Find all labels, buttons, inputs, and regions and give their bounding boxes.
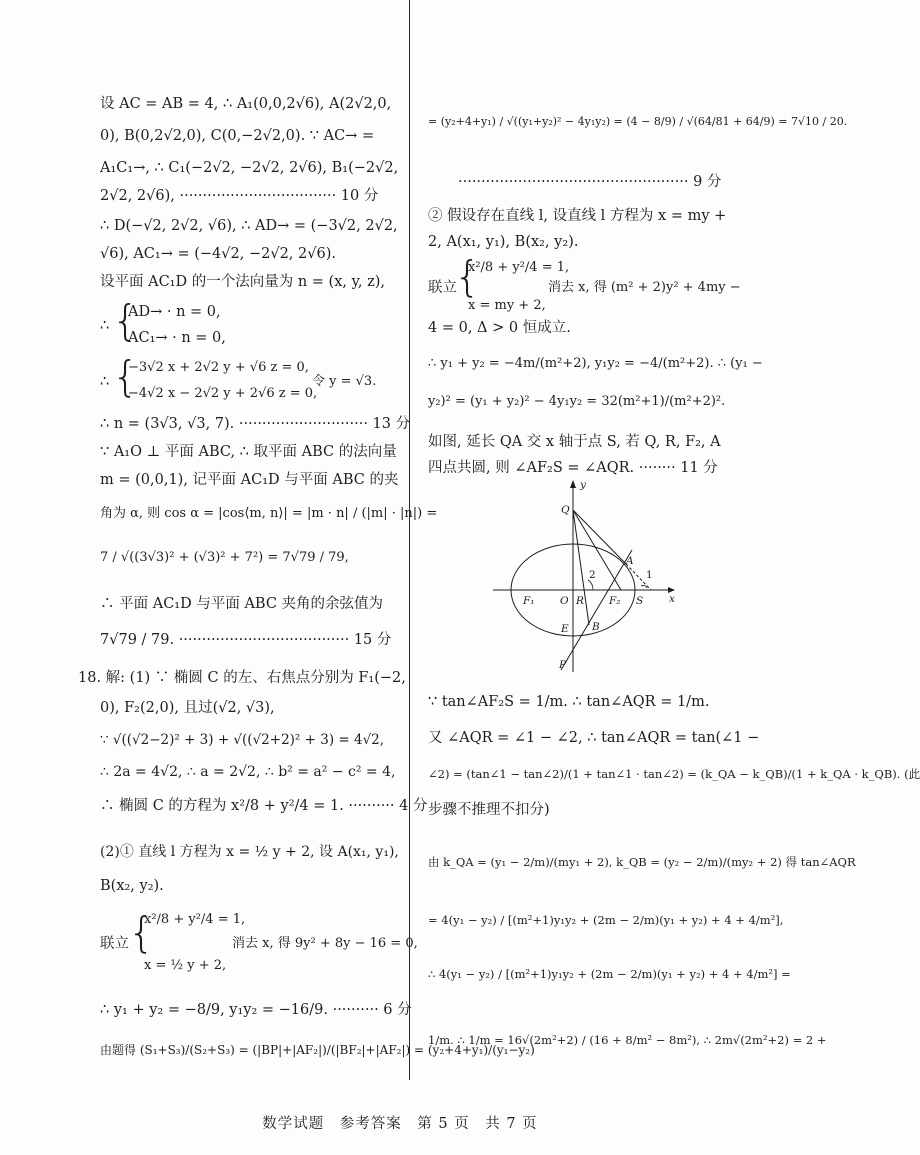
angle-1-arc (641, 585, 647, 588)
equation: AD→ · n = 0, (128, 304, 221, 320)
label-q: Q (561, 504, 570, 516)
line-qa (573, 510, 626, 564)
equation-note: 消去 x, 得 9y² + 8y − 16 = 0, (232, 936, 418, 951)
equation: x²/8 + y²/4 = 1, (468, 260, 570, 275)
text-line: 设平面 AC₁D 的一个法向量为 n = (x, y, z), (100, 274, 385, 290)
text-line: ∴ y₁ + y₂ = −4m/(m²+2), y₁y₂ = −4/(m²+2). ∴ (y₁ − (428, 356, 763, 371)
line-qf2 (573, 510, 621, 590)
equation: −3√2 x + 2√2 y + √6 z = 0, (128, 360, 309, 375)
text-line: 2√2, 2√6), ·································· 10 分 (100, 188, 379, 204)
line-l (561, 550, 632, 670)
text-line: ∠2) = (tan∠1 − tan∠2)/(1 + tan∠1 · tan∠2) = (k_QA − k_QB)/(1 + k_QA · k_QB). (此 (428, 767, 920, 781)
equation: x = ½ y + 2, (144, 958, 227, 973)
text-line: = 4(y₁ − y₂) / [(m²+1)y₁y₂ + (2m − 2/m)(y₁ + y₂) + 4 + 4/m²], (428, 913, 784, 927)
label-p: P (559, 659, 567, 671)
text-line: ∵ tan∠AF₂S = 1/m. ∴ tan∠AQR = 1/m. (428, 694, 710, 710)
text-line: ·················································· 9 分 (458, 174, 722, 190)
text-line: B(x₂, y₂). (100, 878, 164, 894)
text-line: ∴ 椭圆 C 的方程为 x²/8 + y²/4 = 1. ·········· 4 分 (100, 798, 428, 814)
text-line: (2)① 直线 l 方程为 x = ½ y + 2, 设 A(x₁, y₁), (100, 844, 399, 860)
system-equations-4: 联立 { x²/8 + y²/4 = 1, x = my + 2, 消去 x, 得 (m² + 2)y² + 4my − (428, 256, 726, 316)
label-angle-2: 2 (589, 569, 596, 581)
text-line: 四点共圆, 则 ∠AF₂S = ∠AQR. ········ 11 分 (428, 460, 718, 476)
equation: x = my + 2, (468, 298, 546, 313)
y-axis-arrow (570, 480, 576, 488)
label-o: O (560, 595, 569, 607)
text-line: A₁C₁→, ∴ C₁(−2√2, −2√2, 2√6), B₁(−2√2, (100, 160, 399, 176)
text-line: ∴ 4(y₁ − y₂) / [(m²+1)y₁y₂ + (2m − 2/m)(y₁ + y₂) + 4 + 4/m²] = (428, 967, 791, 981)
text-line: ∴ 平面 AC₁D 与平面 ABC 夹角的余弦值为 (100, 596, 384, 612)
text-line: 18. 解: (1) ∵ 椭圆 C 的左、右焦点分别为 F₁(−2, (78, 670, 406, 686)
text-line: y₂)² = (y₁ + y₂)² − 4y₁y₂ = 32(m²+1)/(m²+2)². (428, 394, 726, 409)
equation: AC₁→ · n = 0, (128, 330, 226, 346)
text-line: 2, A(x₁, y₁), B(x₂, y₂). (428, 234, 579, 250)
text-line: ∵ √((√2−2)² + 3) + √((√2+2)² + 3) = 4√2, (100, 732, 385, 748)
label-y: y (580, 479, 586, 491)
text-line: 0), B(0,2√2,0), C(0,−2√2,0). ∵ AC→ = (100, 128, 375, 144)
column-divider (409, 0, 410, 1080)
text-line: 7 / √((3√3)² + (√3)² + 7²) = 7√79 / 79, (100, 550, 349, 565)
text-line: 由 k_QA = (y₁ − 2/m)/(my₁ + 2), k_QB = (y₂ − 2/m)/(my₂ + 2) 得 tan∠AQR (428, 855, 856, 869)
text-line: ∴ y₁ + y₂ = −8/9, y₁y₂ = −16/9. ·········· 6 分 (100, 1002, 412, 1018)
line-qb (573, 510, 589, 625)
label-f2: F₂ (609, 595, 621, 607)
text-line: ② 假设存在直线 l, 设直线 l 方程为 x = my + (428, 208, 727, 224)
label-b: B (592, 621, 600, 633)
system-equations-3: 联立 { x²/8 + y²/4 = 1, x = ½ y + 2, 消去 x, 得 9y² + 8y − 16 = 0, (100, 904, 392, 980)
text-line: √6), AC₁→ = (−4√2, −2√2, 2√6). (100, 246, 336, 262)
text-line: 角为 α, 则 cos α = |cos⟨m, n⟩| = |m · n| / (|m| · |n|) = (100, 506, 438, 521)
text-line: 由题得 (S₁+S₃)/(S₂+S₃) = (|BP|+|AF₂|)/(|BF₂|+|AF₂|) = (y₂+4+y₁)/(y₁−y₂) (100, 1043, 535, 1057)
label-angle-1: 1 (646, 569, 653, 581)
equation-note: 消去 x, 得 (m² + 2)y² + 4my − (548, 280, 741, 295)
label-r: R (576, 595, 584, 607)
text-line: 又 ∠AQR = ∠1 − ∠2, ∴ tan∠AQR = tan(∠1 − (428, 730, 760, 746)
text-line: 如图, 延长 QA 交 x 轴于点 S, 若 Q, R, F₂, A (428, 434, 721, 450)
label-e: E (561, 623, 569, 635)
label-a: A (626, 555, 634, 567)
equation-note: 令 y = √3. (312, 374, 377, 389)
label: 联立 (100, 936, 129, 952)
text-line: 步骤不推理不扣分) (428, 802, 550, 818)
angle-2-arc (588, 580, 593, 590)
text-line: 0), F₂(2,0), 且过(√2, √3), (100, 700, 275, 716)
equation: x²/8 + y²/4 = 1, (144, 912, 246, 927)
label-f1: F₁ (523, 595, 535, 607)
label-x: x (669, 593, 675, 605)
text-line: 7√79 / 79. ····································· 15 分 (100, 632, 392, 648)
text-line: ∴ n = (3√3, √3, 7). ···························· 13 分 (100, 416, 411, 432)
page-footer: 数学试题 参考答案 第 5 页 共 7 页 (262, 1116, 538, 1132)
text-line: ∴ D(−√2, 2√2, √6), ∴ AD→ = (−3√2, 2√2, (100, 218, 398, 234)
text-line: ∵ A₁O ⊥ 平面 ABC, ∴ 取平面 ABC 的法向量 (100, 444, 397, 460)
text-line: 设 AC = AB = 4, ∴ A₁(0,0,2√6), A(2√2,0, (100, 96, 392, 112)
text-line: 1/m. ∴ 1/m = 16√(2m²+2) / (16 + 8/m² − 8m²), ∴ 2m√(2m²+2) = 2 + (428, 1033, 827, 1047)
text-line: = (y₂+4+y₁) / √((y₁+y₂)² − 4y₁y₂) = (4 − 8/9) / √(64/81 + 64/9) = 7√10 / 20. (428, 115, 848, 128)
ellipse-figure (493, 480, 678, 672)
text-line: 4 = 0, Δ > 0 恒成立. (428, 320, 571, 336)
label: 联立 (428, 280, 457, 296)
text-line: ∴ 2a = 4√2, ∴ a = 2√2, ∴ b² = a² − c² = 4, (100, 764, 396, 780)
label-s: S (636, 595, 644, 607)
equation: −4√2 x − 2√2 y + 2√6 z = 0, (128, 386, 318, 401)
text-line: m = (0,0,1), 记平面 AC₁D 与平面 ABC 的夹 (100, 472, 399, 488)
